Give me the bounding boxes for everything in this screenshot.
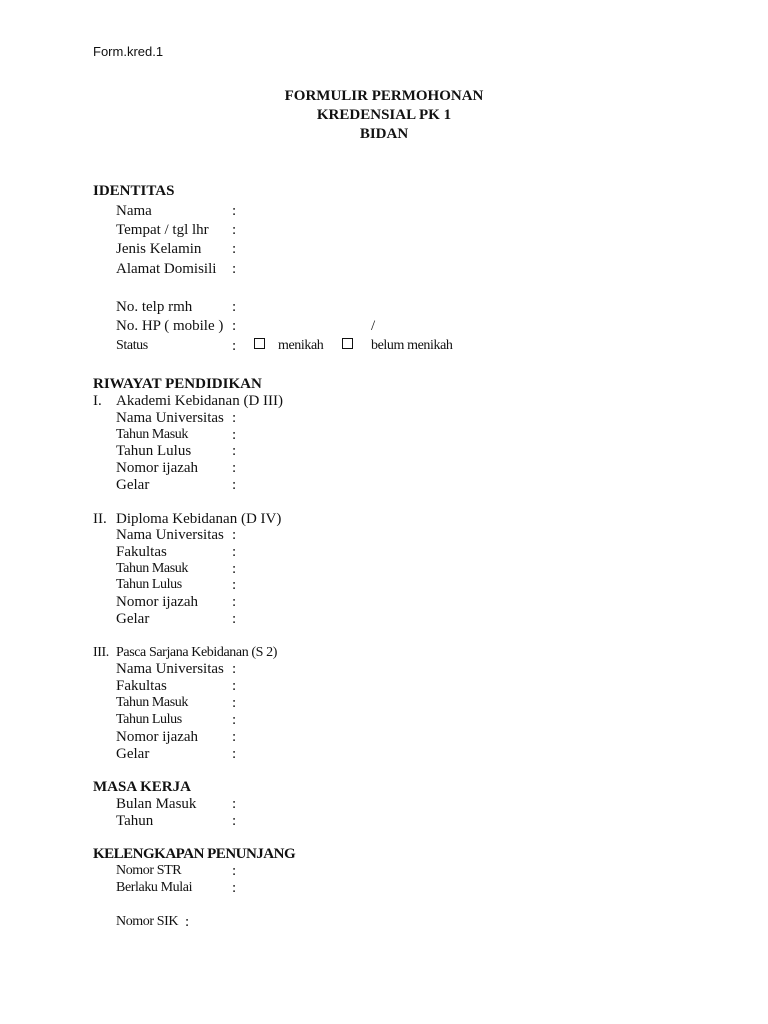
document-code: Form.kred.1	[93, 44, 164, 59]
field-colon: :	[232, 222, 237, 238]
title-line-1: FORMULIR PERMOHONAN	[284, 88, 484, 104]
section-numeral-ii: II.	[93, 511, 107, 527]
field-label-telp-rumah: No. telp rmh	[116, 299, 193, 315]
field-label-nama: Nama	[116, 203, 152, 219]
field-label-bulan-masuk: Bulan Masuk	[116, 796, 197, 812]
field-label-fakultas: Fakultas	[116, 544, 167, 560]
field-label-gelar: Gelar	[116, 611, 150, 627]
field-colon: :	[232, 695, 237, 711]
masa-kerja-heading: MASA KERJA	[93, 779, 191, 795]
field-colon: :	[232, 813, 237, 829]
field-label-tahun-masuk: Tahun Masuk	[116, 695, 188, 710]
field-colon: :	[232, 427, 237, 443]
field-colon: :	[232, 410, 237, 426]
field-colon: :	[185, 914, 190, 930]
field-colon: :	[232, 477, 237, 493]
title-line-2: KREDENSIAL PK 1	[316, 107, 452, 123]
section-title-d4: Diploma Kebidanan (D IV)	[116, 511, 282, 527]
field-label-hp-mobile: No. HP ( mobile )	[116, 318, 224, 334]
field-colon: :	[232, 712, 237, 728]
field-label-tahun: Tahun	[116, 813, 154, 829]
field-colon: :	[232, 611, 237, 627]
field-label-nomor-ijazah: Nomor ijazah	[116, 460, 199, 476]
field-label-tahun-lulus: Tahun Lulus	[116, 577, 182, 592]
status-option-belum-menikah: belum menikah	[371, 338, 453, 353]
title-line-3: BIDAN	[359, 126, 409, 142]
field-colon: :	[232, 527, 237, 543]
penunjang-heading: KELENGKAPAN PENUNJANG	[93, 846, 296, 862]
field-label-nama-universitas: Nama Universitas	[116, 410, 224, 426]
field-label-status: Status	[116, 338, 148, 353]
field-colon: :	[232, 796, 237, 812]
riwayat-heading: RIWAYAT PENDIDIKAN	[93, 376, 262, 392]
field-colon: :	[232, 241, 237, 257]
field-colon: :	[232, 678, 237, 694]
field-label-nomor-ijazah: Nomor ijazah	[116, 729, 199, 745]
field-colon: :	[232, 594, 237, 610]
field-label-nomor-sik: Nomor SIK	[116, 914, 179, 929]
field-colon: :	[232, 460, 237, 476]
field-colon: :	[232, 544, 237, 560]
field-label-berlaku-mulai: Berlaku Mulai	[116, 880, 193, 895]
field-label-nama-universitas: Nama Universitas	[116, 661, 224, 677]
field-label-gelar: Gelar	[116, 477, 150, 493]
status-option-menikah: menikah	[278, 338, 324, 353]
field-label-nomor-str: Nomor STR	[116, 863, 182, 878]
field-label-tahun-lulus: Tahun Lulus	[116, 712, 182, 727]
field-label-gelar: Gelar	[116, 746, 150, 762]
field-colon: :	[232, 880, 237, 896]
field-label-tempat-tgl-lahir: Tempat / tgl lhr	[116, 222, 209, 238]
status-menikah-checkbox[interactable]	[254, 338, 265, 349]
field-colon: :	[232, 729, 237, 745]
field-colon: :	[232, 261, 237, 277]
section-title-s2: Pasca Sarjana Kebidanan (S 2)	[116, 645, 278, 660]
field-colon: :	[232, 318, 237, 334]
field-label-alamat-domisili: Alamat Domisili	[116, 261, 217, 277]
hp-separator: /	[371, 318, 376, 334]
field-colon: :	[232, 863, 237, 879]
section-numeral-i: I.	[93, 393, 102, 409]
field-colon: :	[232, 746, 237, 762]
field-label-nama-universitas: Nama Universitas	[116, 527, 224, 543]
field-label-fakultas: Fakultas	[116, 678, 167, 694]
field-label-jenis-kelamin: Jenis Kelamin	[116, 241, 202, 257]
field-colon: :	[232, 561, 237, 577]
field-label-tahun-masuk: Tahun Masuk	[116, 427, 188, 442]
field-label-tahun-lulus: Tahun Lulus	[116, 443, 192, 459]
section-numeral-iii: III.	[93, 645, 109, 660]
field-colon: :	[232, 299, 237, 315]
field-colon: :	[232, 338, 237, 354]
section-title-d3: Akademi Kebidanan (D III)	[116, 393, 284, 409]
field-label-nomor-ijazah: Nomor ijazah	[116, 594, 199, 610]
field-colon: :	[232, 443, 237, 459]
field-colon: :	[232, 661, 237, 677]
field-colon: :	[232, 203, 237, 219]
status-belum-menikah-checkbox[interactable]	[342, 338, 353, 349]
field-colon: :	[232, 577, 237, 593]
field-label-tahun-masuk: Tahun Masuk	[116, 561, 188, 576]
identitas-heading: IDENTITAS	[93, 183, 175, 199]
